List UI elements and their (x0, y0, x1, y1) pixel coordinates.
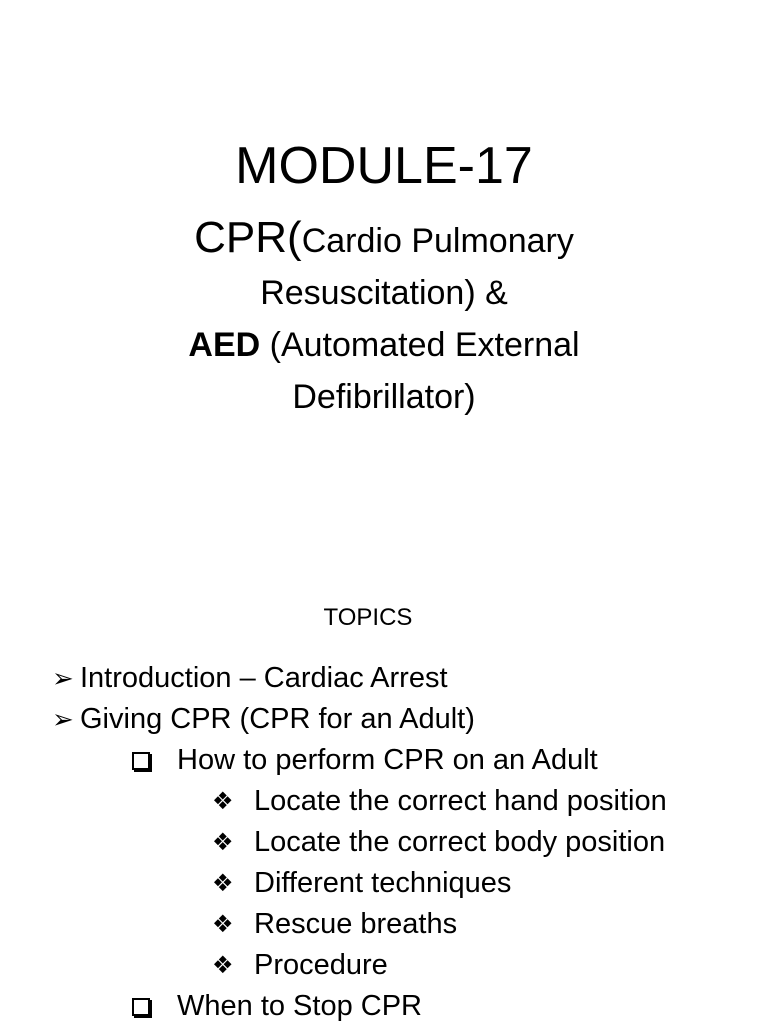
subtitle-line-2: Resuscitation) & (260, 274, 508, 312)
topics-heading: TOPICS (323, 604, 413, 631)
aed-rest: (Automated External (260, 326, 580, 364)
checkbox-bullet-icon (132, 752, 150, 770)
diamond-bullet-icon: ❖ (212, 870, 234, 897)
cpr-prefix: CPR( (194, 213, 302, 262)
arrow-bullet-icon: ➢ (52, 704, 74, 734)
list-item-text: Locate the correct hand position (254, 785, 667, 817)
list-item (52, 904, 667, 945)
list-item (52, 986, 667, 1027)
cpr-rest: Cardio Pulmonary (301, 222, 574, 260)
diamond-bullet-icon: ❖ (212, 788, 234, 815)
subtitle-line-1 (0, 212, 768, 267)
list-item-text: Rescue breaths (254, 908, 458, 940)
subtitle-line-4: Defibrillator) (292, 378, 476, 416)
diamond-bullet-icon: ❖ (212, 911, 234, 938)
module-title: MODULE-17 (235, 137, 533, 195)
topics-list (52, 658, 667, 1027)
list-item-text: Introduction – Cardiac Arrest (80, 662, 448, 694)
arrow-bullet-icon: ➢ (52, 663, 74, 693)
list-item (52, 781, 667, 822)
list-item (52, 863, 667, 904)
list-item (52, 822, 667, 863)
checkbox-bullet-icon (132, 998, 150, 1016)
list-item (52, 658, 667, 699)
diamond-bullet-icon: ❖ (212, 952, 234, 979)
diamond-bullet-icon: ❖ (212, 829, 234, 856)
list-item-text: How to perform CPR on an Adult (177, 744, 598, 776)
title-block (0, 137, 768, 423)
list-item-text: Different techniques (254, 867, 512, 899)
list-item-text: Procedure (254, 949, 388, 981)
list-item-text: Locate the correct body position (254, 826, 666, 858)
list-item (52, 945, 667, 986)
aed-bold: AED (188, 326, 261, 364)
subtitle-line-3 (0, 319, 768, 371)
list-item-text: Giving CPR (CPR for an Adult) (80, 703, 475, 735)
subtitle (0, 212, 768, 423)
list-item (52, 740, 667, 781)
list-item-text: When to Stop CPR (177, 990, 422, 1022)
list-item (52, 699, 667, 740)
